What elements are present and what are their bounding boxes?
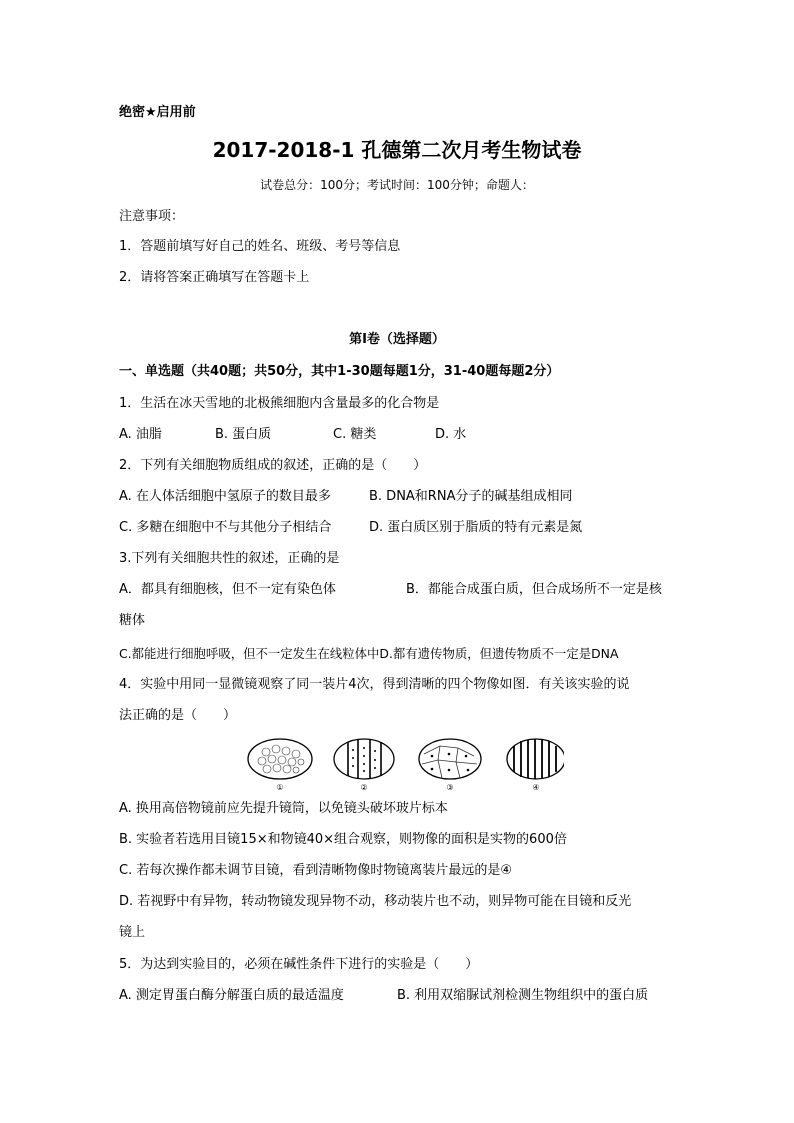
q4-option-c: C. 若每次操作都未调节目镜，看到清晰物像时物镜离装片最远的是④ [119,863,512,878]
q3-option-b-cont: 糖体 [119,613,146,628]
view-4-label: ④ [532,783,540,792]
q1-stem: 1．生活在冰天雪地的北极熊细胞内含量最多的化合物是 [119,396,440,411]
q4-option-d: D. 若视野中有异物，转动物镜发现异物不动，移动装片也不动，则异物可能在目镜和反光 [119,894,632,909]
view-1-label: ① [276,783,284,792]
q2-option-c: C. 多糖在细胞中不与其他分子相结合 [119,520,332,535]
microscope-view-3 [419,739,481,792]
note-item-2: 2．请将答案正确填写在答题卡上 [119,270,310,285]
q4-option-b: B. 实验者若选用目镜15×和物镜40×组合观察，则物像的面积是实物的600倍 [119,832,567,847]
microscope-views-svg [244,736,564,792]
view-3-label: ③ [446,783,454,792]
q1-option-d: D. 水 [435,427,467,442]
q1-option-c: C. 糖类 [333,427,377,442]
q1-option-a: A. 油脂 [119,427,162,442]
q4-option-d-cont: 镜上 [119,925,146,940]
q2-option-b: B. DNA和RNA分子的碱基组成相同 [369,489,573,504]
q2-option-d: D. 蛋白质区别于脂质的特有元素是氮 [369,520,583,535]
q4-stem-line1: 4．实验中用同一显微镜观察了同一装片4次，得到清晰的四个物像如图．有关该实验的说 [119,677,630,692]
q2-stem: 2．下列有关细胞物质组成的叙述，正确的是（ ） [119,458,427,473]
view-2-label: ② [360,783,368,792]
microscope-view-2 [334,739,394,792]
microscope-view-4 [507,739,564,792]
q3-option-a: A．都具有细胞核，但不一定有染色体 [119,582,336,597]
q3-stem: 3.下列有关细胞共性的叙述，正确的是 [119,551,340,566]
exam-subtitle: 试卷总分：100分；考试时间：100分钟；命题人： [260,178,534,192]
q4-option-a: A. 换用高倍物镜前应先提升镜筒，以免镜头破坏玻片标本 [119,801,448,816]
section-part: 一、单选题（共40题；共50分，其中1-30题每题1分，31-40题每题2分） [119,364,560,379]
confidential-label: 绝密★启用前 [119,105,196,120]
q3-option-b: B．都能合成蛋白质，但合成场所不一定是核 [406,582,662,597]
q3-option-cd: C.都能进行细胞呼吸，但不一定发生在线粒体中D.都有遗传物质，但遗传物质不一定是DNA [119,646,619,661]
q5-option-b: B. 利用双缩脲试剂检测生物组织中的蛋白质 [397,988,649,1003]
q5-option-a: A. 测定胃蛋白酶分解蛋白质的最适温度 [119,988,344,1003]
note-item-1: 1．答题前填写好自己的姓名、班级、考号等信息 [119,239,401,254]
microscope-view-1 [248,739,312,792]
q4-stem-line2: 法正确的是（ ） [119,708,237,723]
exam-title: 2017-2018-1 孔德第二次月考生物试卷 [212,138,582,162]
notes-heading: 注意事项： [119,209,185,224]
microscope-figure [244,736,564,792]
q5-stem: 5．为达到实验目的，必须在碱性条件下进行的实验是（ ） [119,957,479,972]
q2-option-a: A. 在人体活细胞中氢原子的数目最多 [119,489,331,504]
q1-option-b: B. 蛋白质 [215,427,272,442]
section-title: 第I卷（选择题） [349,332,445,347]
